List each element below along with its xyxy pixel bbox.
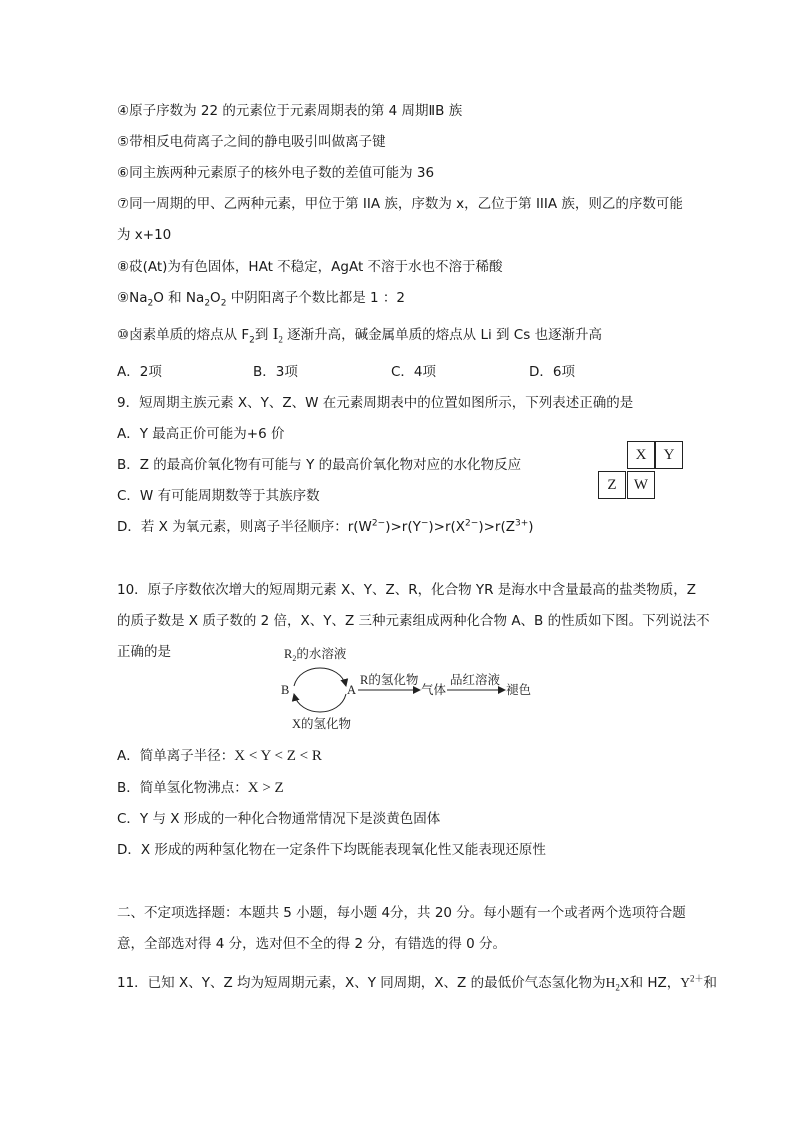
q10-option-b[interactable]: B．简单氢化物沸点：X > Z — [117, 780, 284, 796]
item-6: ⑥同主族两种元素原子的核外电子数的差值可能为 36 — [117, 165, 435, 181]
q9-option-a[interactable]: A．Y 最高正价可能为+6 价 — [117, 426, 285, 442]
reaction-diagram — [270, 644, 570, 740]
diagram-result: 褪色 — [506, 683, 532, 697]
item-9: $⑨Na_2O$ 和 $Na_2O_2$ 中阴阳离子个数比都是 1 ：2 — [117, 290, 405, 309]
q8-option-c[interactable]: C．4项 — [391, 364, 437, 380]
q8-option-b[interactable]: B．3项 — [253, 364, 298, 380]
q9-option-b[interactable]: B．Z 的最高价氧化物有可能与 Y 的最高价氧化物对应的水化物反应 — [117, 457, 522, 473]
item-5: ⑤带相反电荷离子之间的静电吸引叫做离子键 — [117, 134, 386, 150]
diagram-bottom-label: X的氢化物 — [292, 717, 352, 731]
grid-cell-w: W — [627, 471, 655, 499]
q10-stem-line1: 10．原子序数依次增大的短周期元素 X、Y、Z、R，化合物 YR 是海水中含量最高的盐类物质，Z — [117, 582, 697, 598]
q9-stem: 9．短周期主族元素 X、Y、Z、W 在元素周期表中的位置如图所示，下列表述正确的是 — [117, 395, 634, 411]
diagram-node-a: A — [347, 683, 357, 697]
q8-option-a[interactable]: A．2项 — [117, 364, 162, 380]
q10-option-d[interactable]: D．X 形成的两种氢化物在一定条件下均既能表现氧化性又能表现还原性 — [117, 842, 546, 858]
section2-line2: 意，全部选对得 4 分，选对但不全的得 2 分，有错选的得 0 分。 — [117, 936, 507, 952]
diagram-arrow2-label: 品红溶液 — [450, 673, 501, 687]
q10-stem-line2: 的质子数是 X 质子数的 2 倍，X、Y、Z 三种元素组成两种化合物 A、B 的性质如下图。下列说法不 — [117, 613, 710, 629]
q10-stem-line3: 正确的是 — [117, 644, 171, 660]
grid-cell-z: Z — [598, 471, 626, 499]
diagram-top-label: $R_2$的水溶液 — [284, 647, 347, 663]
section2-line1: 二、不定项选择题：本题共 5 小题，每小题 4分，共 20 分。每小题有一个或者两个选项符合题 — [117, 905, 686, 921]
item-4: ④原子序数为 22 的元素位于元素周期表的第 4 周期ⅡB 族 — [117, 103, 463, 119]
q8-option-d[interactable]: D．6项 — [529, 364, 575, 380]
item-7-line1: ⑦同一周期的甲、乙两种元素，甲位于第 IIA 族，序数为 x，乙位于第 IIIA 族，则乙的序数可能 — [117, 196, 683, 212]
q10-option-a[interactable]: A．简单离子半径：X < Y < Z < R — [117, 748, 322, 764]
arc-b-to-a — [294, 668, 346, 686]
arc-a-to-b — [294, 694, 346, 712]
item-10: ⑩卤素单质的熔点从 $F_2$到 $I_2$ 逐渐升高，碱金属单质的熔点从 Li 到 Cs 也逐渐升高 — [117, 324, 603, 346]
item-8: ⑧砹(At)为有色固体，HAt 不稳定，AgAt 不溶于水也不溶于稀酸 — [117, 259, 503, 275]
q11-stem: 11．已知 X、Y、Z 均为短周期元素，X、Y 同周期，X、Z 的最低价气态氢化物为$H_2X$和 HZ，$Y^{2+}$和 — [117, 973, 718, 993]
grid-cell-x: X — [627, 441, 655, 469]
q9-option-c[interactable]: C．W 有可能周期数等于其族序数 — [117, 488, 320, 504]
grid-cell-y: Y — [655, 441, 683, 469]
diagram-node-b: B — [281, 683, 290, 697]
item-7-line2: 为 x+10 — [117, 227, 172, 243]
q10-option-c[interactable]: C．Y 与 X 形成的一种化合物通常情况下是淡黄色固体 — [117, 811, 441, 827]
q9-option-d[interactable]: D．若 X 为氧元素，则离子半径顺序：$r(W^{2-})>r(Y^-)>r(X^{2-})>r(Z^{3+})$ — [117, 518, 534, 535]
diagram-arrow1-label: R的氢化物 — [360, 673, 419, 687]
diagram-gas: 气体 — [421, 683, 447, 697]
